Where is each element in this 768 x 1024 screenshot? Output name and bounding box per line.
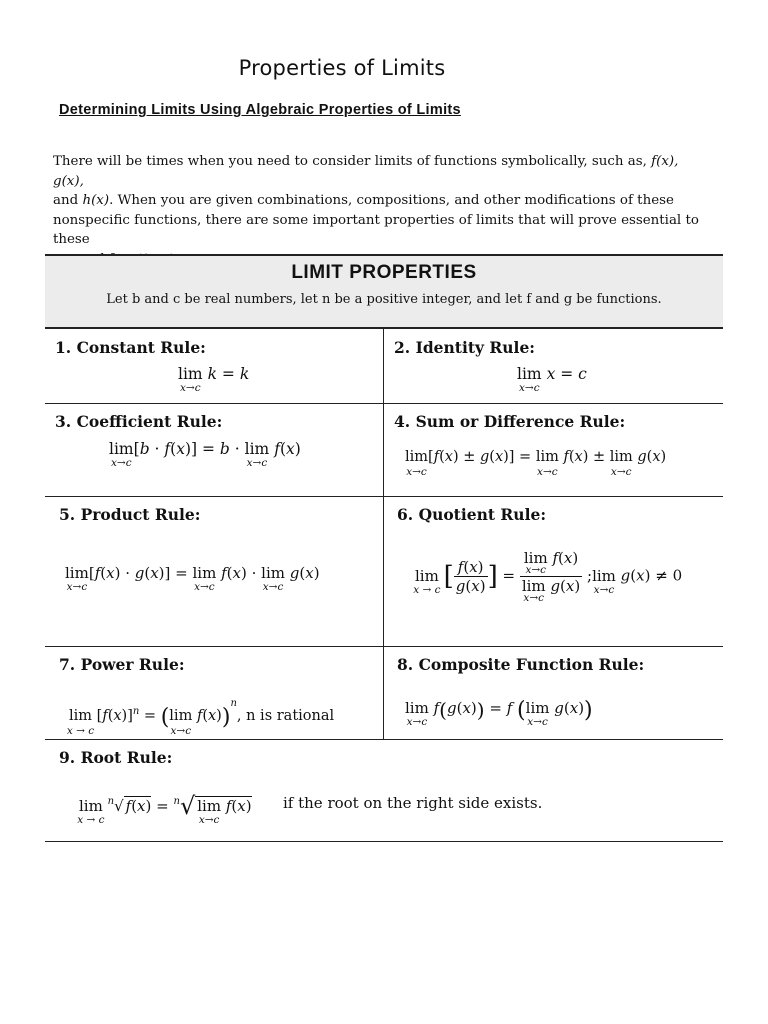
root-rule-note: if the root on the right side exists. <box>283 794 543 812</box>
table-header <box>45 254 723 329</box>
rule-label-6: 6. Quotient Rule: <box>397 505 547 524</box>
rule-label-5: 5. Product Rule: <box>59 505 201 524</box>
rule-label-2: 2. Identity Rule: <box>394 338 536 357</box>
rule-formula-8: lim x→c f(g(x)) = f (lim x→c g(x)) <box>405 698 593 728</box>
row-divider <box>45 403 723 404</box>
section-subtitle: Determining Limits Using Algebraic Properties of Limits <box>59 102 461 118</box>
intro-line-3: nonspecific functions, there are some important properties of limits that will prove essential to these <box>53 212 699 247</box>
rule-formula-5: lim x→c [f(x) · g(x)] = lim x→c f(x) · lim x→c g(x) <box>65 564 320 593</box>
rule-label-3: 3. Coefficient Rule: <box>55 412 223 431</box>
rule-formula-4: lim x→c [f(x) ± g(x)] = lim x→c f(x) ± lim x→c g(x) <box>405 449 667 478</box>
rule-label-9: 9. Root Rule: <box>59 748 173 767</box>
rule-label-1: 1. Constant Rule: <box>55 338 206 357</box>
intro-line-2-end: . When you are given combinations, compositions, and other modifications of these <box>109 193 674 208</box>
intro-fx: f(x), g(x), <box>53 154 679 189</box>
intro-line-2-start: and <box>53 193 79 208</box>
row-divider <box>45 646 723 647</box>
row-divider <box>45 496 723 497</box>
rule-formula-3: lim x→c [b · f(x)] = b · lim x→c f(x) <box>109 440 301 469</box>
rule-formula-2: lim x→c x = c <box>517 365 587 394</box>
power-rule-note: , n is rational <box>236 708 335 724</box>
table-heading: LIMIT PROPERTIES <box>291 262 477 283</box>
page-title: Properties of Limits <box>238 56 446 80</box>
rule-label-7: 7. Power Rule: <box>59 655 185 674</box>
rule-formula-1: lim x→c k = k <box>178 365 250 394</box>
rule-formula-6: lim x → c [ $\frac{f(x)}{g(x)}$ ] = lim x→c f(x) lim x→c g(x) ;lim x→c g(x) ≠ 0 <box>413 549 683 604</box>
intro-line-1: There will be times when you need to consider limits of functions symbolically, such as, <box>53 154 647 169</box>
column-divider <box>383 329 384 740</box>
rule-formula-7: lim x → c $[f(x)]^n = (\lim$ x→c f(x))$^n$, n is rational <box>66 698 335 737</box>
rule-formula-9: lim x → c $^n$√ f(x) = $^n$√ lim x→c f(x) <box>77 792 252 826</box>
row-divider <box>45 739 723 740</box>
intro-hx: h(x) <box>82 193 110 208</box>
table-description: Let b and c be real numbers, let n be a positive integer, and let f and g be functions. <box>106 292 662 307</box>
rule-label-8: 8. Composite Function Rule: <box>397 655 645 674</box>
row-divider <box>45 841 723 842</box>
intro-paragraph <box>53 152 713 269</box>
rule-label-4: 4. Sum or Difference Rule: <box>394 412 626 431</box>
